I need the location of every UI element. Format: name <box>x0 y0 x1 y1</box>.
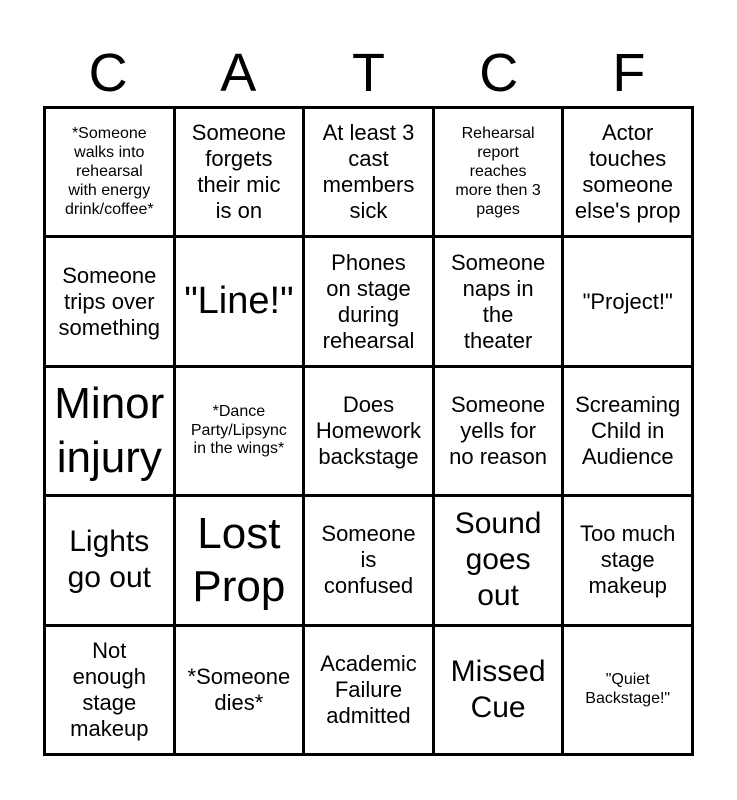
cell-text: Someone yells for no reason <box>449 392 548 469</box>
bingo-cell-r3c3[interactable] <box>305 368 432 494</box>
bingo-cell-r3c1[interactable] <box>46 368 173 494</box>
cell-text: Lost Prop <box>192 508 286 612</box>
bingo-cell-r1c5[interactable] <box>564 109 691 235</box>
header-letter-4: C <box>479 43 519 103</box>
cell-text: Not enough stage makeup <box>70 637 149 741</box>
cell-text: "Quiet Backstage!" <box>585 670 671 707</box>
header-letter-5: F <box>612 43 646 103</box>
cell-text: Academic Failure admitted <box>320 650 417 728</box>
cell-text: Screaming Child in Audience <box>575 392 681 469</box>
bingo-cell-r3c2[interactable] <box>176 368 303 494</box>
cell-text: "Line!" <box>184 279 294 322</box>
bingo-cell-r5c3[interactable] <box>305 627 432 753</box>
cell-text: Rehearsal report reaches more then 3 pages <box>455 125 541 218</box>
bingo-cell-r2c3[interactable] <box>305 238 432 364</box>
bingo-cell-r3c4[interactable] <box>435 368 562 494</box>
cell-text: Minor injury <box>54 379 165 482</box>
header-letter-2: A <box>220 43 257 103</box>
bingo-cell-r2c2[interactable] <box>176 238 303 364</box>
cell-text: Phones on stage during rehearsal <box>322 249 415 353</box>
cell-text: Missed Cue <box>450 654 546 724</box>
bingo-cell-r2c5[interactable] <box>564 238 691 364</box>
cell-text: Someone trips over something <box>58 262 161 340</box>
cell-text: At least 3 cast members sick <box>322 120 415 224</box>
bingo-cell-r3c5[interactable] <box>564 368 691 494</box>
cell-text: Too much stage makeup <box>579 521 676 599</box>
cell-text: Someone naps in the theater <box>451 249 546 353</box>
bingo-header <box>43 40 694 106</box>
cell-text: Sound goes out <box>454 507 542 613</box>
bingo-cell-r4c5[interactable] <box>564 497 691 623</box>
bingo-cell-r2c1[interactable] <box>46 238 173 364</box>
bingo-cell-r1c2[interactable] <box>176 109 303 235</box>
cell-text: *Someone dies* <box>187 663 291 715</box>
header-letter-3: T <box>351 43 385 103</box>
cell-text: Lights go out <box>67 525 151 595</box>
bingo-cell-r5c4[interactable] <box>435 627 562 753</box>
bingo-cell-r5c2[interactable] <box>176 627 303 753</box>
bingo-board <box>43 106 694 756</box>
cell-text: "Project!" <box>582 288 673 314</box>
bingo-cell-r5c1[interactable] <box>46 627 173 753</box>
bingo-cell-r4c1[interactable] <box>46 497 173 623</box>
cell-text: Actor touches someone else's prop <box>574 120 681 224</box>
header-letter-1: C <box>88 43 128 103</box>
bingo-cell-r4c4[interactable] <box>435 497 562 623</box>
bingo-cell-r2c4[interactable] <box>435 238 562 364</box>
cell-text: Does Homework backstage <box>315 392 422 469</box>
cell-text: *Dance Party/Lipsync in the wings* <box>190 402 287 458</box>
bingo-cell-r5c5[interactable] <box>564 627 691 753</box>
bingo-cell-r4c3[interactable] <box>305 497 432 623</box>
bingo-cell-r1c4[interactable] <box>435 109 562 235</box>
cell-text: Someone forgets their mic is on <box>191 120 286 224</box>
bingo-cell-r1c3[interactable] <box>305 109 432 235</box>
cell-text: *Someone walks into rehearsal with energy drink/coffee* <box>64 125 154 218</box>
cell-text: Someone is confused <box>321 521 416 599</box>
bingo-cell-r4c2[interactable] <box>176 497 303 623</box>
bingo-cell-r1c1[interactable] <box>46 109 173 235</box>
